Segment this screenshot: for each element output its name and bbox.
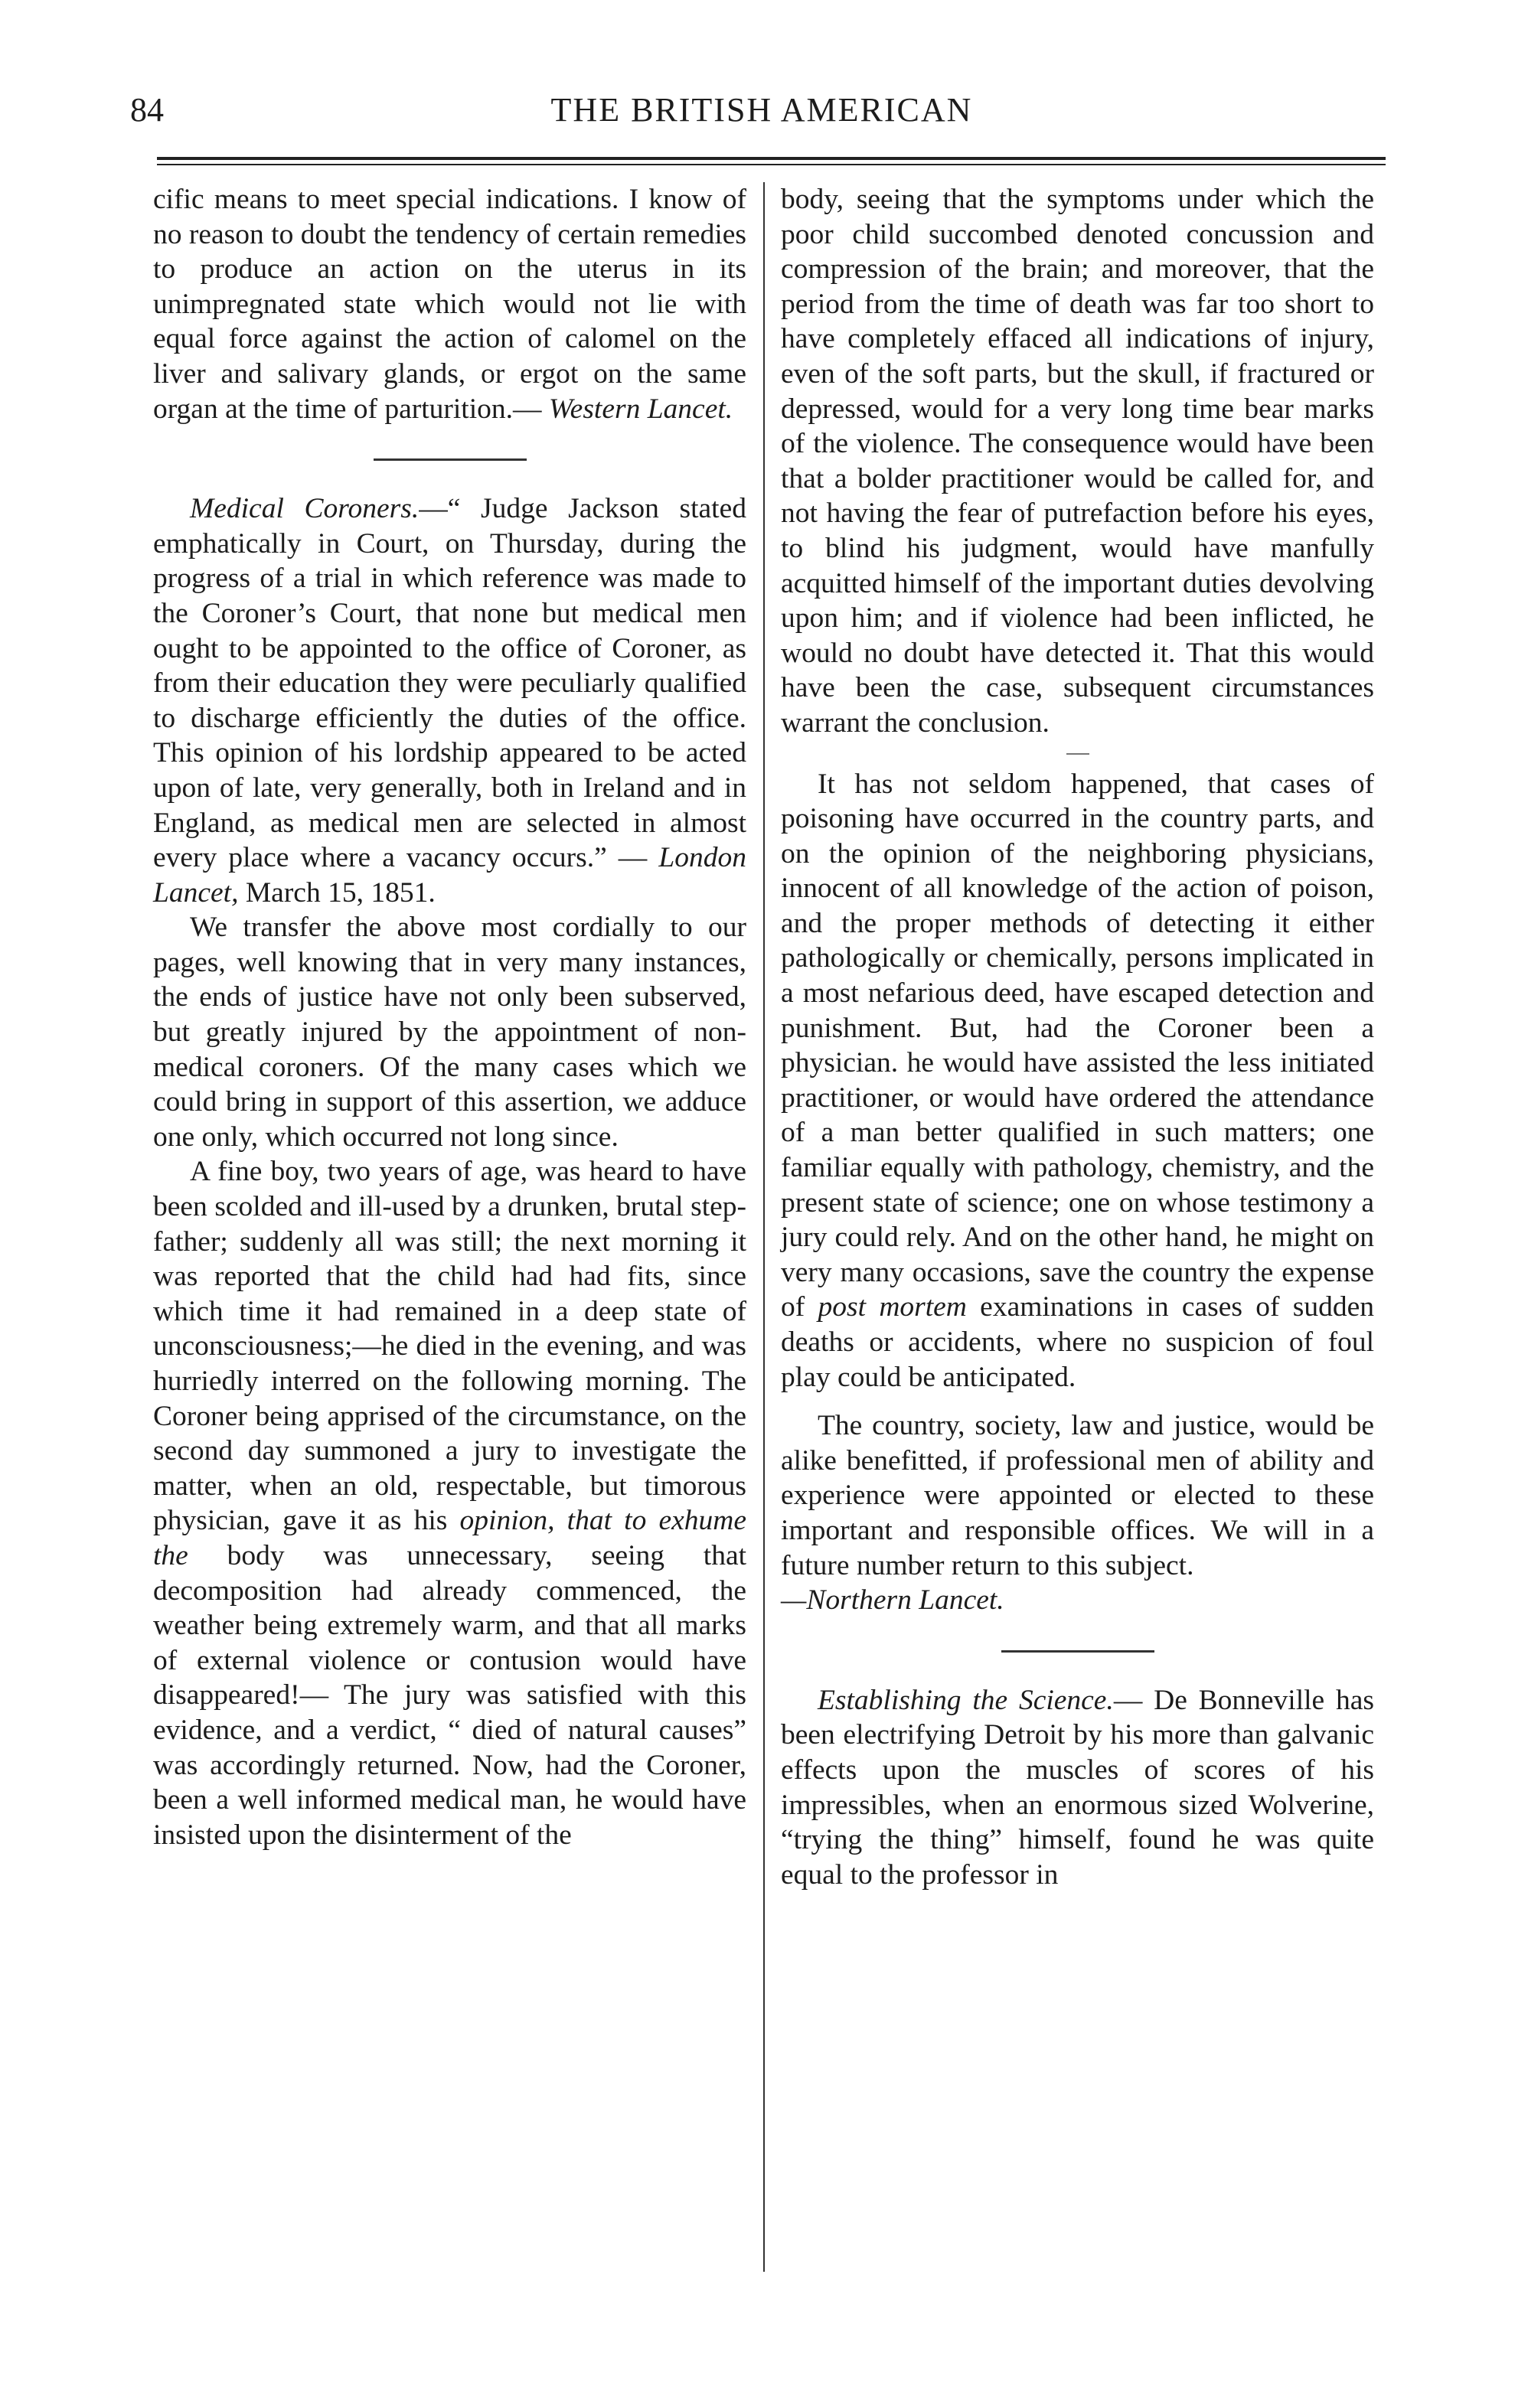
source-citation: Western Lancet. bbox=[548, 393, 733, 425]
article-paragraph bbox=[781, 767, 1374, 1395]
paragraph-separator bbox=[1066, 753, 1089, 755]
paragraph-text: body was unnecessary, seeing that decomposition had already commenced, the weather being extremely warm, and that all marks of external violence or contusion would have disappeared!— The jury was satisfied with this evidence, and a verdict, “ died of natural causes” was accordingly returned. Now, had the Coroner, been a well informed medical man, he would have insisted upon the disinterment of the bbox=[153, 1539, 747, 1851]
paragraph-text: cific means to meet special indications. I know of no reason to doubt the tendency of certain remedies to produce an action on the uterus in its unimpregnated state which would not lie with equal force against the action of calomel on the liver and salivary glands, or ergot on the same organ at the time of parturition.— bbox=[153, 184, 746, 425]
paragraph-text: We transfer the above most cordially to our pages, well knowing that in very many instances, the ends of justice have not only been subserved, but greatly injured by the appointment of non-medical coroners. Of the many cases which we could bring in support of this assertion, we adduce one only, which occurred not long since. bbox=[153, 912, 746, 1153]
source-line bbox=[781, 1583, 1374, 1618]
header-rule-thin bbox=[157, 164, 1386, 165]
right-column bbox=[781, 182, 1374, 1892]
section-separator bbox=[1001, 1650, 1154, 1653]
page-title: THE BRITISH AMERICAN bbox=[550, 91, 973, 129]
italic-phrase: opinion, that to exhume the bbox=[153, 1505, 747, 1571]
article-paragraph bbox=[153, 1154, 746, 1852]
paragraph-text: —“ Judge Jackson stated emphatically in Court, on Thursday, during the progress of a trial in which reference was made to the Coroner’s Court, that none but medical men ought to be appointed to the office of Coroner, as from their education they were peculiarly qualified to discharge efficiently the duties of the office. This opinion of his lordship appeared to be acted upon of late, very generally, both in Ireland and in England, as medical men are selected in almost every place where a vacancy occurs.” — bbox=[153, 493, 746, 874]
article-heading: Medical Coroners. bbox=[190, 493, 420, 525]
source-date: March 15, 1851. bbox=[245, 876, 436, 909]
page-header bbox=[130, 90, 1393, 152]
article-heading: Establishing the Science. bbox=[818, 1684, 1114, 1716]
page-number: 84 bbox=[130, 91, 164, 129]
paragraph-text: — De Bonneville has been electrifying Detroit by his more than galvanic effects upon the muscles of scores of his impressibles, when an enormous sized Wolverine, “trying the thing” himself, found he was quite equal to the professor in bbox=[781, 1684, 1374, 1891]
paragraph-text: body, seeing that the symptoms under which the poor child succombed denoted concussion and compression of the brain; and moreover, that the period from the time of death was far too short to have completely effaced all indications of injury, even of the soft parts, but the skull, if fractured or depressed, would for a very long time bear marks of the violence. The consequence would have been that a bolder practitioner would be called for, and not having the fear of putrefaction before his eyes, to blind his judgment, would have manfully acquitted himself of the important duties devolving upon him; and if violence had been inflicted, he would no doubt have detected it. That this would have been the case, subsequent circumstances warrant the conclusion. bbox=[781, 184, 1374, 739]
left-column bbox=[153, 182, 746, 1852]
italic-phrase: post mortem bbox=[818, 1291, 967, 1323]
paragraph-text: The country, society, law and justice, would be alike benefitted, if professional men of ability and experience were appointed or elected to these important and responsible offices. We will in a future number return to this subject. bbox=[781, 1410, 1374, 1581]
header-rule-thick bbox=[157, 157, 1386, 160]
article-paragraph bbox=[781, 182, 1374, 741]
section-separator bbox=[374, 458, 527, 461]
column-divider bbox=[763, 182, 765, 2272]
source-citation: —Northern Lancet. bbox=[781, 1584, 1004, 1617]
paragraph-text: A fine boy, two years of age, was heard to have been scolded and ill-used by a drunken, brutal step-father; suddenly all was still; the next morning it was reported that the child had had fits, since which time it had remained in a deep state of unconsciousness;—he died in the evening, and was hurriedly interred on the following morning. The Coroner being apprised of the circumstance, on the second day summoned a jury to investigate the matter, when an old, respectable, but timorous physician, gave it as his bbox=[153, 1156, 746, 1537]
article-paragraph bbox=[153, 491, 746, 910]
paragraph-text: examinations in cases of sudden deaths or accidents, where no suspicion of foul play could be anticipated. bbox=[781, 1291, 1374, 1393]
article-paragraph bbox=[153, 910, 746, 1154]
article-paragraph bbox=[153, 182, 746, 426]
article-paragraph bbox=[781, 1408, 1374, 1583]
source-citation: London Lancet, bbox=[153, 842, 746, 909]
article-paragraph bbox=[781, 1683, 1374, 1893]
paragraph-text: It has not seldom happened, that cases of poisoning have occurred in the country parts, and on the opinion of the neighboring physicians, innocent of all knowledge of the action of poison, and the proper methods of detecting it either pathologically or chemically, persons implicated in a most nefarious deed, have escaped detection and punishment. But, had the Coroner been a physician. he would have assisted the less initiated practitioner, or would have ordered the attendance of a man better qualified in such matters; one familiar equally with pathology, chemistry, and the present state of science; one on whose testimony a jury could rely. And on the other hand, he might on very many occasions, save the country the expense of bbox=[781, 768, 1374, 1323]
